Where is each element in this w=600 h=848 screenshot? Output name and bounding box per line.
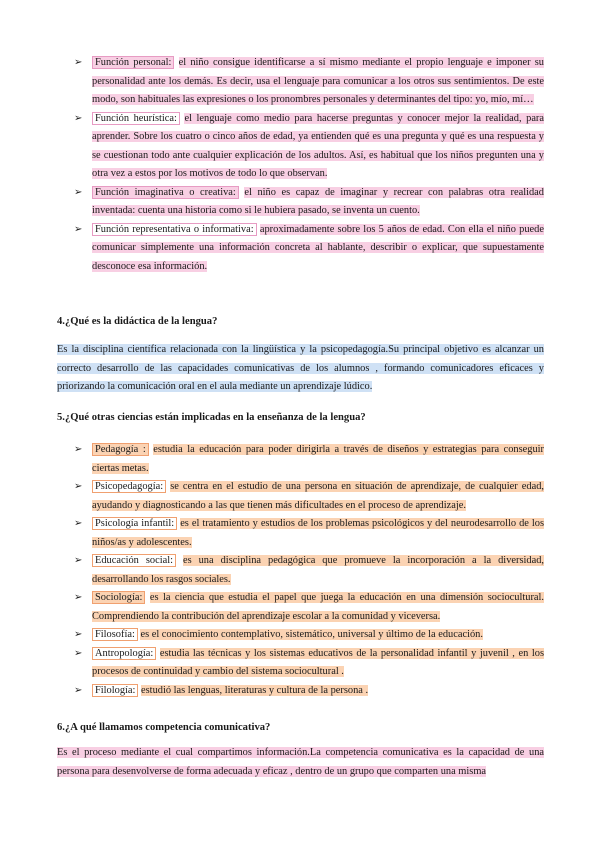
arrow-bullet-icon: ➢: [74, 684, 83, 696]
list-item: [74, 626, 544, 645]
item-text: es una disciplina pedagógica que promueve la incorporación a la diversidad, desarrollando los rasgos sociales.: [92, 555, 544, 585]
arrow-bullet-icon: ➢: [74, 629, 83, 640]
item-text: el niño es capaz de imaginar y recrear con palabras otra realidad inventada: cuenta una historia como si le hubiera pasado, se inventa un cuento.: [92, 186, 544, 216]
arrow-bullet-icon: ➢: [74, 647, 83, 659]
term-label: Educación social:: [92, 554, 176, 567]
list-item: [74, 441, 544, 478]
arrow-bullet-icon: ➢: [74, 57, 83, 68]
item-text: aproximadamente sobre los 5 años de edad. Con ella el niño puede comunicar simplemente una información concreta al hablante, describir o explicar, que supuestamente desconoce esa información.: [92, 223, 544, 272]
item-text: el lenguaje como medio para hacerse preguntas y conocer mejor la realidad, para aprender. Sobre los cuatro o cinco años de edad, ya entienden qué es una pregunta y qué es una respuesta y se cuestionan todo ante cualquier explicación de los adultos. Así, es habitual que los niños pregunten una y otra vez a estos por los motivos de todo lo que observan.: [92, 112, 544, 179]
list-item: [74, 221, 544, 277]
functions-list: [74, 54, 544, 276]
item-text: es el conocimiento contemplativo, sistemático, universal y último de la educación.: [140, 629, 483, 640]
arrow-bullet-icon: ➢: [74, 223, 83, 235]
term-label: Pedagogía :: [92, 443, 149, 456]
sciences-list: [74, 441, 544, 700]
term-label: Antropología:: [92, 647, 156, 660]
term-label: Función personal:: [92, 56, 174, 69]
term-label: Sociología:: [92, 591, 145, 604]
term-label: Psicología infantil:: [92, 517, 177, 530]
list-item: [74, 589, 544, 626]
item-text: estudia las técnicas y los sistemas educativos de la personalidad infantil y juvenil , en los procesos de continuidad y cambio del sistema sociocultural .: [92, 647, 544, 677]
list-item: [74, 682, 544, 701]
item-text: estudió las lenguas, literaturas y cultura de la persona .: [141, 684, 369, 696]
item-text: es el tratamiento y estudios de los problemas psicológicos y del neurodesarrollo de los niños/as y adolescentes.: [92, 518, 544, 548]
section-6-paragraph: [57, 744, 544, 781]
term-label: Función representativa o informativa:: [92, 223, 257, 236]
section-4-heading: 4.¿Qué es la didáctica de la lengua?: [57, 316, 218, 327]
list-item: [74, 110, 544, 184]
arrow-bullet-icon: ➢: [74, 481, 83, 492]
item-text: estudia la educación para poder dirigirla a través de diseños y estrategias para conseguir ciertas metas.: [92, 444, 544, 474]
term-label: Función imaginativa o creativa:: [92, 186, 239, 199]
section-5-heading: 5.¿Qué otras ciencias están implicadas en la enseñanza de la lengua?: [57, 412, 366, 423]
section-4-paragraph: [57, 341, 544, 397]
term-label: Filología:: [92, 684, 138, 697]
list-item: [74, 552, 544, 589]
term-label: Filosofía:: [92, 628, 138, 641]
arrow-bullet-icon: ➢: [74, 444, 83, 455]
item-text: se centra en el estudio de una persona en situación de aprendizaje, de cualquier edad, ayudando y diagnosticando a las que tienen más dificultades en el proceso de aprendizaje.: [92, 481, 544, 511]
list-item: [74, 54, 544, 110]
item-text: es la ciencia que estudia el papel que juega la educación en una dimensión sociocultural. Comprendiendo la contribución del aprendizaje escolar a la comunidad y viceversa.: [92, 592, 544, 622]
term-label: Función heurística:: [92, 112, 180, 125]
term-label: Psicopedagogía:: [92, 480, 166, 493]
item-text: el niño consigue identificarse a sí mismo mediante el propio lenguaje e imponer su personalidad ante los demás. Es decir, usa el lenguaje para comunicar a los otros sus sentimientos. De este modo, son habituales las expresiones o los pronombres personales y determinantes del tipo: yo, mío, mí…: [92, 57, 544, 105]
list-item: [74, 184, 544, 221]
list-item: [74, 478, 544, 515]
arrow-bullet-icon: ➢: [74, 555, 83, 566]
arrow-bullet-icon: ➢: [74, 592, 83, 603]
list-item: [74, 515, 544, 552]
arrow-bullet-icon: ➢: [74, 518, 83, 529]
list-item: [74, 645, 544, 682]
arrow-bullet-icon: ➢: [74, 186, 83, 198]
arrow-bullet-icon: ➢: [74, 112, 83, 124]
section-6-heading: 6.¿A qué llamamos competencia comunicativa?: [57, 722, 271, 733]
paragraph-text: Es el proceso mediante el cual compartimos información.La competencia comunicativa es la capacidad de una persona para desenvolverse de forma adecuada y eficaz , dentro de un grupo que comparten una misma: [57, 747, 544, 777]
paragraph-text: Es la disciplina científica relacionada con la lingüística y la psicopedagogía.Su principal objetivo es alcanzar un correcto desarrollo de las capacidades comunicativas de los alumnos , formando comunicadores eficaces y priorizando la comunicación oral en el aula mediante un aprendizaje lúdico.: [57, 344, 544, 392]
